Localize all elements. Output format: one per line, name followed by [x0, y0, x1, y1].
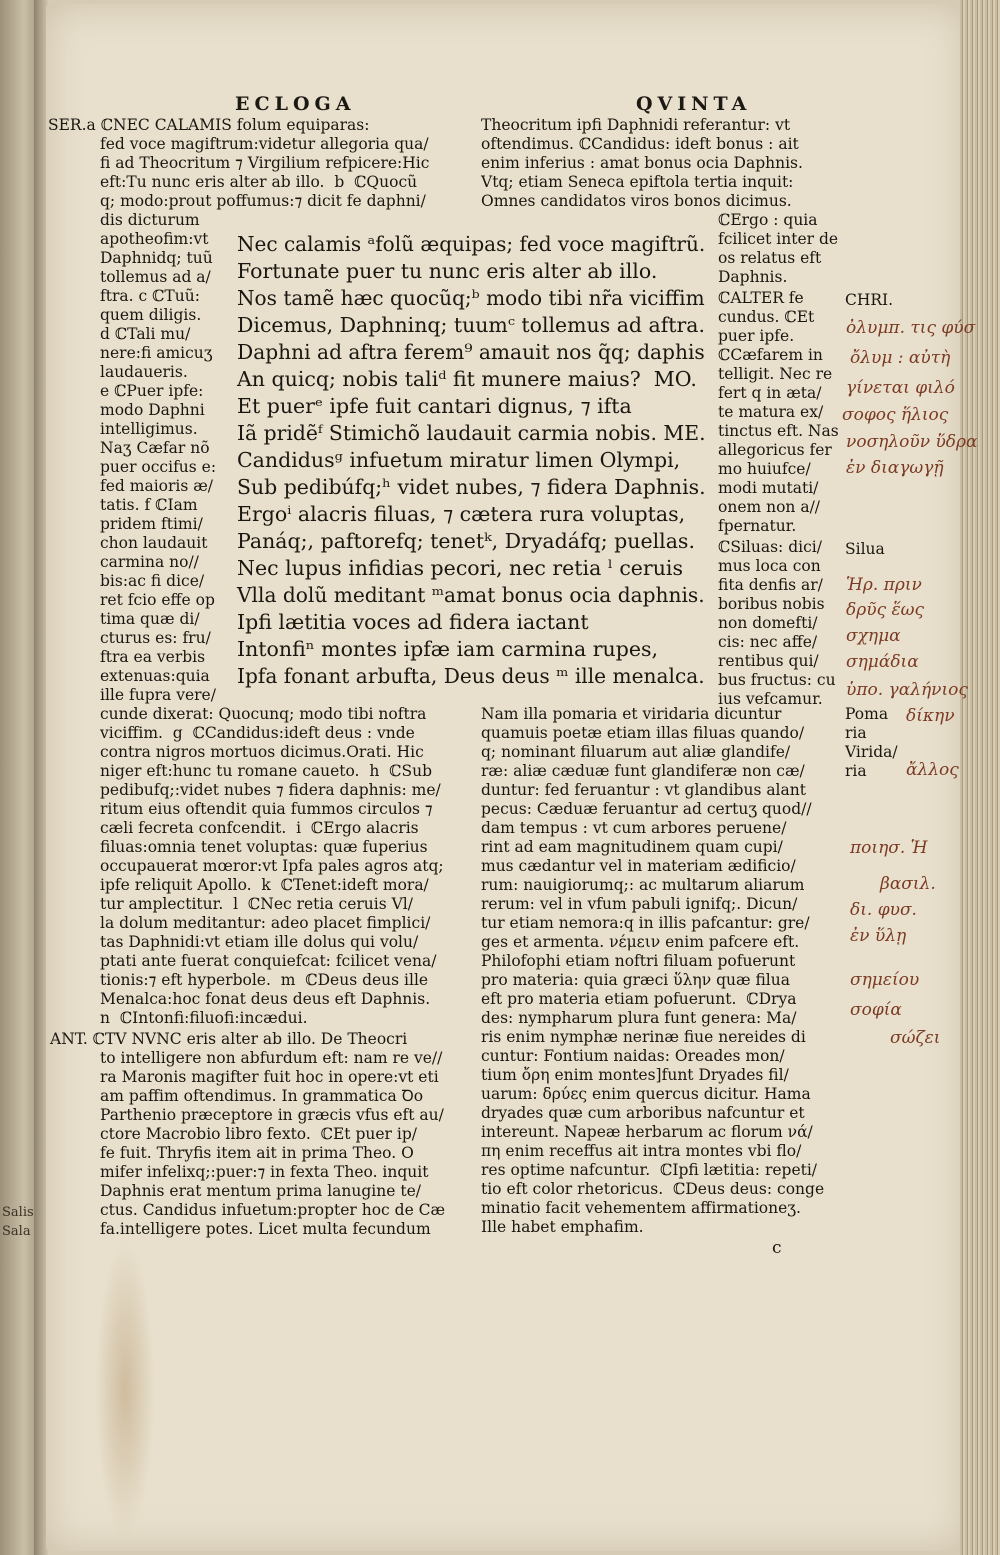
- margin-label: Silua: [845, 540, 885, 558]
- commentary-line: Vtq; etiam Seneca epiftola tertia inquit:: [481, 173, 794, 191]
- verse-line: Nos tamẽ hæc quocũq;ᵇ modo tibi nr̃a viciffim: [237, 286, 705, 310]
- commentary-line: quamuis poetæ etiam illas filuas quando/: [481, 724, 805, 742]
- verse-line: Et puerᵉ ipfe fuit cantari dignus, ⁊ ifta: [237, 394, 632, 418]
- commentary-line: Menalca:hoc fonat deus deus eft Daphnis.: [100, 990, 431, 1008]
- commentary-line: intelligimus.: [100, 420, 198, 438]
- commentary-line: ris enim nymphæ nerinæ fiue nereides di: [481, 1028, 806, 1046]
- commentary-line: ræ: aliæ cæduæ funt glandiferæ non cæ/: [481, 762, 805, 780]
- commentary-line: Naʒ Cæfar nõ: [100, 439, 210, 457]
- commentary-line: to intelligere non abfurdum eft: nam re ve//: [100, 1049, 443, 1067]
- commentary-line: SER.a ℂNEC CALAMIS folum equiparas:: [48, 116, 370, 134]
- commentary-line: onem non a//: [718, 498, 821, 516]
- handwritten-note: σοφία: [850, 1000, 902, 1020]
- commentary-line: tur etiam nemora:q in illis pafcantur: gre/: [481, 914, 810, 932]
- commentary-line: occupauerat mœror:vt Ipfa pales agros atq;: [100, 857, 444, 875]
- commentary-line: dryades quæ cum arboribus nafcuntur et: [481, 1104, 805, 1122]
- commentary-line: ctus. Candidus infuetum:propter hoc de Cæ: [100, 1201, 446, 1219]
- verse-line: Panáq;, paftorefq; tenetᵏ, Dryadáfq; puellas.: [237, 529, 695, 553]
- commentary-line: e ℂPuer ipfe:: [100, 382, 204, 400]
- commentary-line: allegoricus fer: [718, 441, 832, 459]
- commentary-line: fert q in æta/: [718, 384, 822, 402]
- handwritten-note: νοσηλοῦν ὕδρα: [846, 432, 978, 452]
- commentary-line: rerum: vel in vfum pabuli ignifq;. Dicun/: [481, 895, 798, 913]
- handwritten-note: δρῦς ἕως: [846, 600, 924, 620]
- handwritten-note: ἄλλος: [906, 760, 959, 780]
- commentary-line: viciffim. g ℂCandidus:ideft deus : vnde: [100, 724, 415, 742]
- commentary-line: Theocritum ipfi Daphnidi referantur: vt: [481, 116, 791, 134]
- commentary-line: Daphnidq; tuũ: [100, 249, 213, 267]
- commentary-line: laudaueris.: [100, 363, 188, 381]
- commentary-line: tollemus ad a/: [100, 268, 211, 286]
- commentary-line: ra Maronis magifter fuit hoc in opere:vt eti: [100, 1068, 439, 1086]
- commentary-line: mus cædantur vel in materiam ædificio/: [481, 857, 796, 875]
- commentary-line: fa.intelligere potes. Licet multa fecundum: [100, 1220, 431, 1238]
- commentary-line: ret fcio effe op: [100, 591, 215, 609]
- commentary-line: dis dicturum: [100, 211, 200, 229]
- commentary-line: quem diligis.: [100, 306, 202, 324]
- commentary-line: q; modo:prout poffumus:⁊ dicit fe daphni/: [100, 192, 426, 210]
- margin-label: CHRI.: [845, 291, 894, 309]
- prev-page-fragment-1: Salis: [2, 1205, 34, 1220]
- commentary-line: ℂSiluas: dici/: [718, 538, 822, 556]
- commentary-line: cturus es: fru/: [100, 629, 211, 647]
- prev-page-fragment-2: Sala: [2, 1224, 31, 1239]
- commentary-line: rentibus qui/: [718, 652, 819, 670]
- commentary-line: fcilicet inter de: [718, 230, 839, 248]
- commentary-line: puer ipfe.: [718, 327, 795, 345]
- commentary-line: Ille habet emphafim.: [481, 1218, 644, 1236]
- commentary-line: tinctus eft. Nas: [718, 422, 839, 440]
- foxing-stain: [95, 1240, 155, 1540]
- commentary-line: enim inferius : amat bonus ocia Daphnis.: [481, 154, 803, 172]
- commentary-line: ftra. c ℂTuũ:: [100, 287, 200, 305]
- handwritten-note: Ἡρ. πριν: [846, 575, 922, 595]
- commentary-line: mus loca con: [718, 557, 821, 575]
- verse-line: Dicemus, Daphninq; tuumᶜ tollemus ad aftra.: [237, 313, 705, 337]
- commentary-line: modi mutati/: [718, 479, 819, 497]
- commentary-line: ipfe reliquit Apollo. k ℂTenet:ideft mora/: [100, 876, 429, 894]
- margin-label: Poma: [845, 705, 889, 723]
- margin-label: Virida/: [845, 743, 898, 761]
- handwritten-note: γίνεται φιλό: [846, 378, 955, 398]
- commentary-line: ptati ante fuerat conquiefcat: fcilicet vena/: [100, 952, 437, 970]
- commentary-line: fed maioris æ/: [100, 477, 214, 495]
- commentary-line: q; nominant filuarum aut aliæ glandife/: [481, 743, 791, 761]
- commentary-line: cis: nec affe/: [718, 633, 818, 651]
- handwritten-note: ὀλυμπ. τις φύσ: [846, 318, 976, 338]
- commentary-line: contra nigros mortuos dicimus.Orati. Hic: [100, 743, 424, 761]
- commentary-line: rint ad eam magnitudinem quam cupi/: [481, 838, 783, 856]
- commentary-line: duntur: fed feruantur : vt glandibus alant: [481, 781, 806, 799]
- handwritten-note: ποιησ. Ἡ: [850, 838, 928, 858]
- commentary-line: filuas:omnia tenet voluptas: quæ fuperius: [100, 838, 428, 856]
- handwritten-note: ὄλυμ : αὐτὴ: [850, 348, 951, 368]
- commentary-line: fed voce magiftrum:videtur allegoria qua/: [100, 135, 429, 153]
- commentary-line: telligit. Nec re: [718, 365, 833, 383]
- handwritten-note: σώζει: [890, 1028, 941, 1048]
- commentary-line: cundus. ℂEt: [718, 308, 815, 326]
- commentary-line: pecus: Cæduæ feruantur ad certuʒ quod//: [481, 800, 812, 818]
- page-edges: [960, 0, 1000, 1555]
- commentary-line: tionis:⁊ eft hyperbole. m ℂDeus deus ille: [100, 971, 429, 989]
- commentary-line: chon laudauit: [100, 534, 208, 552]
- commentary-line: extenuas:quia: [100, 667, 210, 685]
- verse-line: Ipfa fonant arbufta, Deus deus ᵐ ille menalca.: [237, 664, 705, 688]
- commentary-line: eft pro materia etiam pofuerunt. ℂDrya: [481, 990, 797, 1008]
- commentary-line: pedibufq;:videt nubes ⁊ fidera daphnis: me/: [100, 781, 441, 799]
- commentary-line: mo huiufce/: [718, 460, 811, 478]
- verse-line: Intonfiⁿ montes ipfæ iam carmina rupes,: [237, 637, 659, 661]
- commentary-line: la dolum meditantur: adeo placet fimplici/: [100, 914, 431, 932]
- commentary-line: ℂALTER fe: [718, 289, 804, 307]
- verse-line: Nec lupus infidias pecori, nec retia ˡ ceruis: [237, 556, 684, 580]
- commentary-line: tium ὄρη enim montes]funt Dryades fil/: [481, 1066, 789, 1084]
- commentary-line: ANT. ℂTV NVNC eris alter ab illo. De Theocri: [50, 1030, 408, 1048]
- handwritten-note: ἐν ὕλῃ: [850, 926, 907, 946]
- margin-label: ria: [845, 762, 867, 780]
- handwritten-note: σοφος ἥλιος: [842, 405, 949, 425]
- commentary-line: Omnes candidatos viros bonos dicimus.: [481, 192, 792, 210]
- commentary-line: nere:fi amicuʒ: [100, 344, 213, 362]
- commentary-line: mifer infelixq;:puer:⁊ in fexta Theo. inquit: [100, 1163, 429, 1181]
- commentary-line: uarum: δρύες enim quercus dicitur. Hama: [481, 1085, 811, 1103]
- commentary-line: apotheofim:vt: [100, 230, 209, 248]
- commentary-line: tur amplectitur. l ℂNec retia ceruis Vl/: [100, 895, 413, 913]
- commentary-line: eft:Tu nunc eris alter ab illo. b ℂQuocũ: [100, 173, 418, 191]
- commentary-line: oftendimus. ℂCandidus: ideft bonus : ait: [481, 135, 799, 153]
- verse-line: Ergoⁱ alacris filuas, ⁊ cætera rura voluptas,: [237, 502, 686, 526]
- verse-line: Fortunate puer tu nunc eris alter ab illo.: [237, 259, 658, 283]
- commentary-line: tima quæ di/: [100, 610, 200, 628]
- verse-line: An quicq; nobis taliᵈ fit munere maius? MO.: [237, 367, 697, 391]
- commentary-line: ℂErgo : quia: [718, 211, 818, 229]
- commentary-line: res optime nafcuntur. ℂIpfi lætitia: repeti/: [481, 1161, 818, 1179]
- commentary-line: tas Daphnidi:vt etiam ille dolus qui volu/: [100, 933, 419, 951]
- commentary-line: fe fuit. Thryfis item ait in prima Theo. O: [100, 1144, 414, 1162]
- verse-line: Daphni ad aftra ferem⁹ amauit nos q̃q; daphis: [237, 340, 705, 364]
- commentary-line: Daphnis.: [718, 268, 788, 286]
- commentary-line: dam tempus : vt cum arbores peruene/: [481, 819, 787, 837]
- commentary-line: d ℂTali mu/: [100, 325, 191, 343]
- commentary-line: fpernatur.: [718, 517, 797, 535]
- commentary-line: boribus nobis: [718, 595, 825, 613]
- running-head-right: QVINTA: [636, 93, 752, 115]
- verse-line: Vlla dolũ meditant ᵐamat bonus ocia daphnis.: [237, 583, 705, 607]
- commentary-line: cuntur: Fontium naidas: Oreades mon/: [481, 1047, 785, 1065]
- commentary-line: ℂCæfarem in: [718, 346, 823, 364]
- commentary-line: pridem ftimi/: [100, 515, 203, 533]
- handwritten-note: ὑπο. γαλήνιος: [846, 680, 968, 700]
- verse-line: Sub pedibúfq;ʰ videt nubes, ⁊ fidera Daphnis.: [237, 475, 706, 499]
- handwritten-note: δι. φυσ.: [850, 900, 917, 920]
- commentary-line: rum: nauigiorumq;: ac multarum aliarum: [481, 876, 805, 894]
- handwritten-note: βασιλ.: [880, 874, 936, 894]
- verse-line: Candidusᵍ infuetum miratur limen Olympi,: [237, 448, 681, 472]
- running-head-left: ECLOGA: [235, 93, 356, 115]
- commentary-line: fi ad Theocritum ⁊ Virgilium refpicere:Hic: [100, 154, 430, 172]
- commentary-line: cæli fecreta confcendit. i ℂErgo alacris: [100, 819, 419, 837]
- commentary-line: des: nympharum plura funt genera: Ma/: [481, 1009, 797, 1027]
- commentary-line: modo Daphni: [100, 401, 205, 419]
- handwritten-note: σχημα: [846, 626, 901, 646]
- previous-page-edge: [0, 0, 34, 1555]
- margin-label: ria: [845, 724, 867, 742]
- commentary-line: tatis. f ℂIam: [100, 496, 198, 514]
- commentary-line: fita denfis ar/: [718, 576, 823, 594]
- commentary-line: ctore Macrobio libro fexto. ℂEt puer ip/: [100, 1125, 417, 1143]
- commentary-line: non domefti/: [718, 614, 818, 632]
- commentary-line: Philofophi etiam noftri filuam pofuerunt: [481, 952, 796, 970]
- commentary-line: bus fructus: cu: [718, 671, 836, 689]
- commentary-line: n ℂIntonfi:filuofi:incædui.: [100, 1009, 308, 1027]
- commentary-line: niger eft:hunc tu romane caueto. h ℂSub: [100, 762, 433, 780]
- handwritten-note: σημάδια: [846, 652, 919, 672]
- commentary-line: ges et armenta. νέμειν enim pafcere eft.: [481, 933, 800, 951]
- commentary-line: Daphnis erat mentum prima lanugine te/: [100, 1182, 421, 1200]
- commentary-line: bis:ac fi dice/: [100, 572, 205, 590]
- commentary-line: Parthenio præceptore in græcis vfus eft au/: [100, 1106, 444, 1124]
- commentary-line: Nam illa pomaria et viridaria dicuntur: [481, 705, 782, 723]
- commentary-line: am paffim oftendimus. In grammatica Ꝺo: [100, 1087, 424, 1105]
- commentary-line: cunde dixerat: Quocunq; modo tibi noftra: [100, 705, 427, 723]
- verse-line: Nec calamis ᵃfolũ æquipas; fed voce magiftrũ.: [237, 232, 706, 256]
- signature-mark: c: [772, 1238, 782, 1258]
- commentary-line: puer occifus e:: [100, 458, 217, 476]
- handwritten-note: σημείου: [850, 970, 920, 990]
- commentary-line: ritum eius oftendit quia fummos circulos ⁊: [100, 800, 433, 818]
- verse-line: Ipfi lætitia voces ad fidera iactant: [237, 610, 589, 634]
- commentary-line: carmina no//: [100, 553, 199, 571]
- commentary-line: intereunt. Napeæ herbarum ac florum νά/: [481, 1123, 813, 1141]
- handwritten-note: δίκην: [906, 706, 955, 726]
- verse-line: Iã pridẽᶠ Stimichõ laudauit carmia nobis. ME.: [237, 421, 706, 445]
- commentary-line: ille fupra vere/: [100, 686, 216, 704]
- commentary-line: tio eft color rhetoricus. ℂDeus deus: conge: [481, 1180, 825, 1198]
- commentary-line: te matura ex/: [718, 403, 824, 421]
- commentary-line: ftra ea verbis: [100, 648, 206, 666]
- commentary-line: pro materia: quia græci ὕλην quæ filua: [481, 971, 790, 989]
- commentary-line: πη enim receffus ait intra montes vbi flo/: [481, 1142, 802, 1160]
- handwritten-note: ἐν διαγωγῇ: [846, 458, 944, 478]
- commentary-line: os relatus eft: [718, 249, 822, 267]
- commentary-line: ius vefcamur.: [718, 690, 823, 708]
- commentary-line: minatio facit vehementem affirmationeʒ.: [481, 1199, 801, 1217]
